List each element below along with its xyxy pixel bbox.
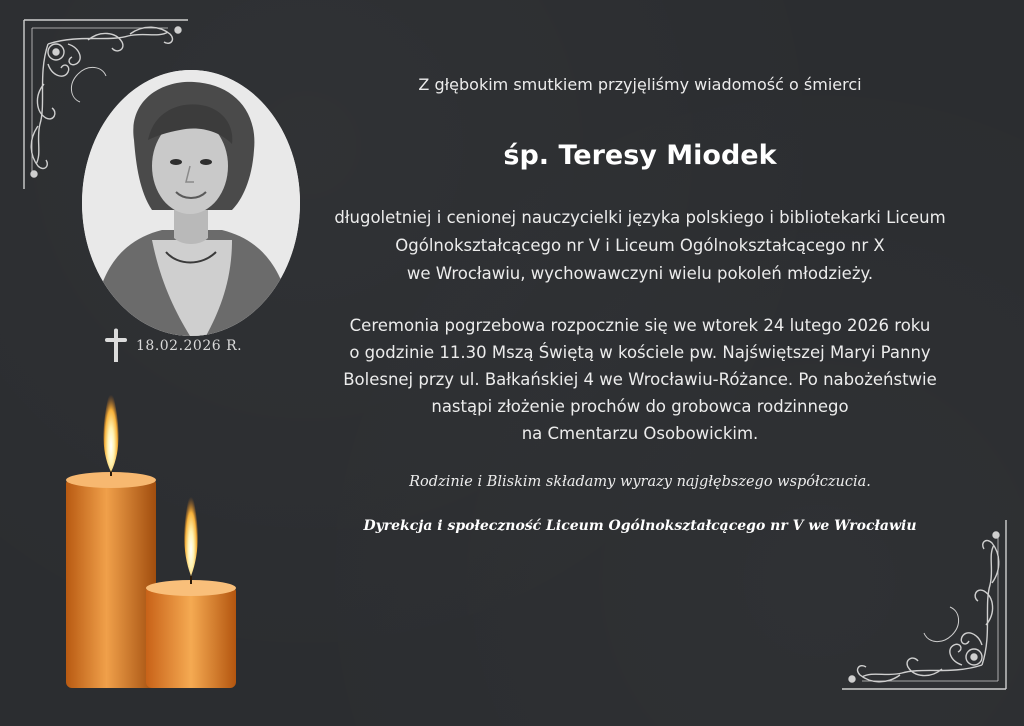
death-date <box>104 326 264 366</box>
portrait-illustration <box>82 70 300 336</box>
signature-text: Dyrekcja i społeczność Liceum Ogólnokształcącego nr V we Wrocławiu <box>363 518 917 534</box>
description-line: Ogólnokształcącego nr V i Liceum Ogólnokształcącego nr X <box>395 236 885 255</box>
obituary-content <box>300 70 980 534</box>
description <box>300 204 980 288</box>
description-line: długoletniej i cenionej nauczycielki języka polskiego i bibliotekarki Liceum <box>334 208 946 227</box>
death-date-text: 18.02.2026 R. <box>136 338 243 354</box>
deceased-name: śp. Teresy Miodek <box>503 140 777 171</box>
ceremony-line: nastąpi złożenie prochów do grobowca rodzinnego <box>431 397 849 416</box>
ceremony-line: Bolesnej przy ul. Bałkańskiej 4 we Wrocławiu-Różance. Po nabożeństwie <box>343 370 937 389</box>
cross-icon <box>104 328 128 364</box>
intro-text: Z głębokim smutkiem przyjęliśmy wiadomość o śmierci <box>418 75 862 94</box>
portrait-photo <box>82 70 300 336</box>
ceremony-line: o godzinie 11.30 Mszą Świętą w kościele pw. Najświętszej Maryi Panny <box>349 343 931 362</box>
description-line: we Wrocławiu, wychowawczyni wielu pokoleń młodzieży. <box>406 264 874 283</box>
ceremony-line: Ceremonia pogrzebowa rozpocznie się we wtorek 24 lutego 2026 roku <box>349 316 931 335</box>
condolences-text: Rodzinie i Bliskim składamy wyrazy najgłębszego współczucia. <box>409 474 871 490</box>
ceremony-line: na Cmentarzu Osobowickim. <box>521 424 759 443</box>
ceremony-details <box>300 312 980 447</box>
corner-ornament-bottom-right-icon <box>836 515 1012 695</box>
candles-icon <box>62 380 242 692</box>
